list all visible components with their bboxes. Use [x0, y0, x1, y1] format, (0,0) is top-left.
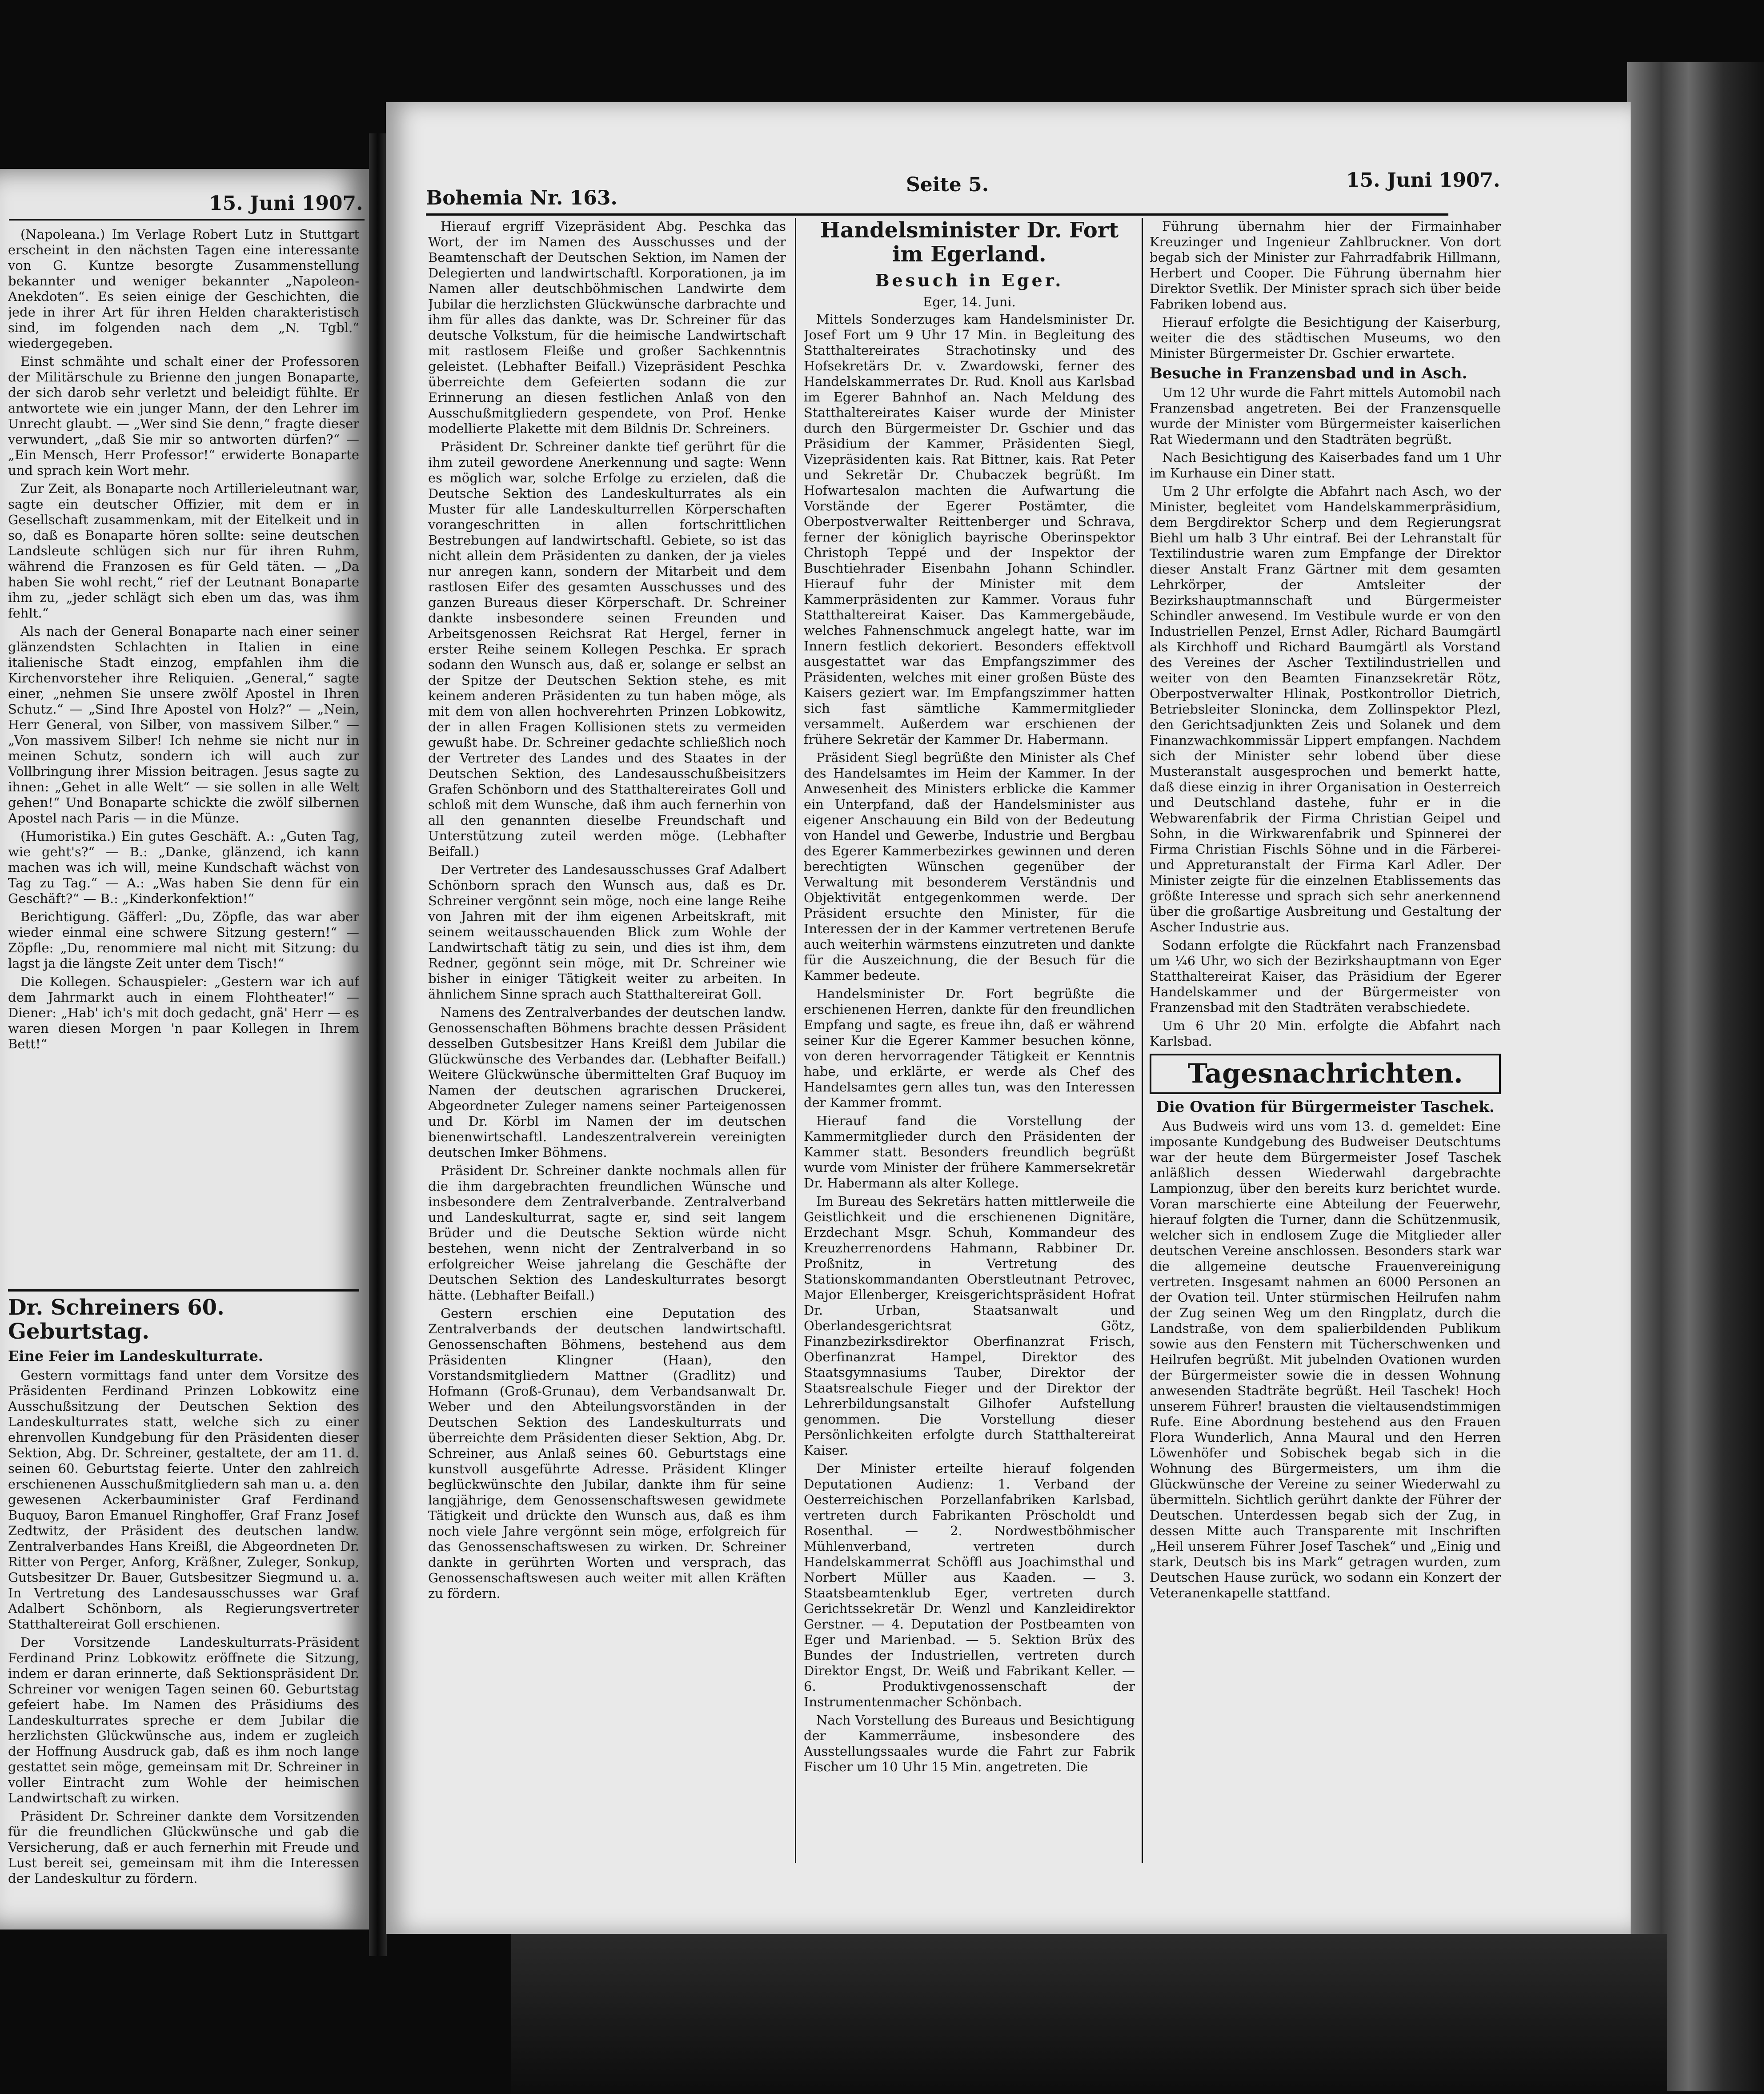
paragraph: Nach Vorstellung des Bureaus und Besichtigung der Kammerräume, insbesondere des Ausstellungssaales wurde die Fahrt zur Fabrik Fischer um 10 Uhr 15 Min. angetreten. Die [804, 1713, 1135, 1775]
paragraph: Der Vorsitzende Landeskulturrats-Präsident Ferdinand Prinz Lobkowitz eröffnete die Sitzung, indem er daran erinnerte, daß Sektionspräsident Dr. Schreiner vor wenigen Tagen seinen 60. Geburtstag gefeiert habe. Im Namen des Präsidiums des Landeskulturrates spreche er dem Jubilar die herzlichsten Glückwünsche aus, indem er zugleich der Hoffnung Ausdruck gab, daß es ihm noch lange gestattet sein möge, gemeinsam mit Dr. Schreiner in voller Eintracht zum Wohle der heimischen Landwirtschaft zu wirken. [8, 1634, 359, 1805]
paragraph: Sodann erfolgte die Rückfahrt nach Franzensbad um ¼6 Uhr, wo sich der Bezirkshauptmann von Eger Statthaltereirat Kaiser, das Präsidium der Egerer Handelskammer und der Bürgermeister von Franzensbad mit den Stadträten verabschiedete. [1150, 938, 1501, 1015]
paragraph: Präsident Dr. Schreiner dankte dem Vorsitzenden für die freundlichen Glückwünsche und gab die Versicherung, daß er auch fernerhin mit Freude und Lust bereit sei, gemeinsam mit ihm die Interessen der Landeskultur zu fördern. [8, 1808, 359, 1886]
masthead-issue: Bohemia Nr. 163. [426, 187, 617, 209]
paragraph: Der Vertreter des Landesausschusses Graf Adalbert Schönborn sprach den Wunsch aus, daß es Dr. Schreiner vergönnt sein möge, noch eine lange Reihe von Jahren mit der ihm eigenen Arbeitskraft, mit seinem weitausschauenden Blick zum Wohle der Landwirtschaft tätig zu sein, und dies ist ihm, dem Redner, gegönnt sein möge, mit Dr. Schreiner wie bisher in einiger Tätigkeit weiter zu arbeiten. In ähnlichem Sinne sprach auch Statthaltereirat Goll. [428, 862, 786, 1002]
article-body [804, 312, 1135, 1775]
article-body [1150, 219, 1501, 361]
paragraph: Hierauf erfolgte die Besichtigung der Kaiserburg, weiter die des städtischen Museums, wo den Minister Bürgermeister Dr. Gschier erwartete. [1150, 315, 1501, 361]
paragraph: (Napoleana.) Im Verlage Robert Lutz in Stuttgart erscheint in den nächsten Tagen eine interessante von G. Kuntze besorgte Zusammenstellung bekannter und weniger bekannter „Napoleon-Anekdoten“. Es seien einige der Geschichten, die jede in ihrer Art für ihren Helden charakteristisch sind, im folgenden nach dem „N. Tgbl.“ wiedergegeben. [8, 227, 359, 351]
paragraph: Im Bureau des Sekretärs hatten mittlerweile die Geistlichkeit und die erschienenen Dignitäre, Erzdechant Msgr. Schuh, Kommandeur des Kreuzherrenordens Hahmann, Rabbiner Dr. Proßnitz, in Vertretung des Stationskommandanten Oberstleutnant Petrovec, Major Ellenberger, Kreisgerichtspräsident Hofrat Dr. Urban, Staatsanwalt und Oberlandesgerichtsrat Götz, Finanzbezirksdirektor Oberfinanzrat Frisch, Oberfinanzrat Hampel, Direktor des Staatsgymnasiums Tauber, Direktor der Staatsrealschule Fieger und der Direktor der Lehrerbildungsanstalt Gilhofer Aufstellung genommen. Die Vorstellung dieser Persönlichkeiten erfolgte durch Statthaltereirat Kaiser. [804, 1194, 1135, 1458]
paragraph: Führung übernahm hier der Firmainhaber Kreuzinger und Ingenieur Zahlbruckner. Von dort begab sich der Minister zur Fahrradfabrik Hillmann, Herbert und Cooper. Die Führung übernahm hier Direktor Svetlik. Der Minister sprach sich über beide Fabriken lobend aus. [1150, 219, 1501, 312]
section-rule [8, 1289, 359, 1292]
paragraph: Um 2 Uhr erfolgte die Abfahrt nach Asch, wo der Minister, begleitet vom Handelskammerpräsidium, dem Bergdirektor Scherp und dem Regierungsrat Biehl um halb 3 Uhr eintraf. Bei der Lehranstalt für Textilindustrie waren zum Empfange der Direktor dieser Anstalt Franz Gärtner mit dem gesamten Lehrkörper, der Amtsleiter der Bezirkshauptmannschaft und Bürgermeister Schindler anwesend. Im Vestibule wurde er von den Industriellen Penzel, Ernst Adler, Richard Baumgärtl als Kirchhoff und Richard Baumgärtl als Vorstand des Vereines der Ascher Textilindustriellen und weiter von den Beamten Finanzsekretär Rötz, Oberpostverwalter Hlinak, Postkontrollor Dietrich, Betriebsleiter Slonincka, dem Zollinspektor Plezl, den Gerichtsadjunkten Zeis und Solanek und dem Finanzwachkommissär Lippert empfangen. Nachdem sich der Minister sehr lobend über diese Musteranstalt ausgesprochen und bemerkt hatte, daß diese einzig in ihrer Organisation in Oesterreich und Deutschland dastehe, fuhr er in die Webwarenfabrik der Firma Christian Geipel und Sohn, in die Wirkwarenfabrik und Spinnerei der Firma Christian Fischls Söhne und in die Färberei- und Appreturanstalt der Firma Karl Adler. Der Minister zeigte für die einzelnen Etablissements das größte Interesse und sprach sich sehr anerkennend über die großartige Ausbreitung und Gestaltung der Ascher Industrie aus. [1150, 484, 1501, 935]
headline-ovation-taschek: Die Ovation für Bürgermeister Taschek. [1156, 1098, 1495, 1116]
article-body [1150, 385, 1501, 1049]
paragraph: Hierauf fand die Vorstellung der Kammermitglieder durch den Präsidenten der Kammer statt. Besonders freundlich begrüßt wurde vom Minister der frühere Kammersekretär Dr. Habermann als alter Kollege. [804, 1113, 1135, 1191]
headline-handelsminister: Handelsminister Dr. Fort [820, 219, 1119, 243]
left-page-date: 15. Juni 1907. [209, 192, 363, 215]
headline-franzensbad-asch: Besuche in Franzensbad und in Asch. [1150, 365, 1467, 382]
paragraph: Präsident Siegl begrüßte den Minister als Chef des Handelsamtes im Heim der Kammer. In der Anwesenheit des Ministers erblicke die Kammer ein Unterpfand, daß der Handelsminister aus eigener Anschauung ein Bild von der Bedeutung von Handel und Gewerbe, Industrie und Bergbau des Egerer Kammerbezirkes gewinnen und deren berechtigten Wünschen gegenüber der Verwaltung mit besonderem Verständnis und Objektivität entgegenkommen werde. Der Präsident ersuchte den Minister, für die Interessen der in der Kammer vertretenen Berufe auch weiterhin wärmstens einzutreten und dankte für die Auszeichnung, die der Besuch für die Kammer bedeute. [804, 750, 1135, 983]
left-column-anecdotes [8, 227, 359, 1289]
headline-tagesnachrichten: Tagesnachrichten. [1187, 1058, 1463, 1089]
column-visits-news [1150, 219, 1501, 1908]
paragraph: Mittels Sonderzuges kam Handelsminister Dr. Josef Fort um 9 Uhr 17 Min. in Begleitung des Statthaltereirates Strachotinsky und des Hofsekretärs Dr. v. Zwardowski, ferner des Handelskammerrates Dr. Rud. Knoll aus Karlsbad im Egerer Bahnhof an. Nach Meldung des Statthaltereirates Kaiser wurde der Minister durch den Bürgermeister Dr. Gschier und das Präsidium der Kammer, Präsidenten Siegl, Vizepräsidenten kais. Rat Bittner, kais. Rat Peter und Sekretär Dr. Chubaczek begrüßt. Im Hofwartesalon machten die Aufwartung die Vorstände der Egerer Postämter, die Oberpostverwalter Reittenberger und Schrava, ferner der königlich bayrische Oberinspektor Christoph Teppé und der Inspektor der Buschtiehrader Eisenbahn Johann Schindler. Hierauf fuhr der Minister mit dem Kammerpräsidenten zur Kammer. Voraus fuhr Statthaltereirat Kaiser. Das Kammergebäude, welches Fahnenschmuck angelegt hatte, war im Innern festlich dekoriert. Besonders effektvoll ausgestattet war das Empfangszimmer des Präsidenten, welches mit einer großen Büste des Kaisers geziert war. Im Empfangszimmer hatten sich fast sämtliche Kammermitglieder versammelt. Außerdem war erschienen der frühere Sekretär der Kammer Dr. Habermann. [804, 312, 1135, 747]
paragraph: Gestern erschien eine Deputation des Zentralverbands der deutschen landwirtschaftl. Genossenschaften Böhmens, bestehend aus dem Präsidenten Klingner (Haan), den Vorstandsmitgliedern Mattner (Gradlitz) und Hofmann (Groß-Grunau), dem Verbandsanwalt Dr. Weber und den Abteilungsvorständen in der Deutschen Sektion des Landeskulturrats und überreichte dem Präsidenten dieser Sektion, Abg. Dr. Schreiner, aus Anlaß seines 60. Geburtstags eine kunstvoll ausgeführte Adresse. Präsident Klinger beglückwünschte den Jubilar, dankte ihm für seine langjährige, dem Genossenschaftswesen gewidmete Tätigkeit und drückte den Wunsch aus, daß es ihm noch viele Jahre vergönnt sein möge, erfolgreich für das Genossenschaftswesen zu wirken. Dr. Schreiner dankte in gerührten Worten und versprach, das Genossenschaftswesen auch weiter mit allen Kräften zu fördern. [428, 1306, 786, 1601]
left-column-schreiner [8, 1289, 359, 1925]
paragraph: Hierauf ergriff Vizepräsident Abg. Peschka das Wort, der im Namen des Ausschusses und der Beamtenschaft der Deutschen Sektion, im Namen der Delegierten und landwirtschaftl. Korporationen, ja im Namen aller deutschböhmischen Landwirte dem Jubilar die herzlichsten Glückwünsche darbrachte und ihm für alles das dankte, was Dr. Schreiner für das deutsche Volkstum, für die heimische Landwirtschaft mit rastlosem Fleiße und großer Sachkenntnis geleistet. (Lebhafter Beifall.) Vizepräsident Peschka überreichte dem Gefeierten sodann die zur Erinnerung an diesen festlichen Anlaß von den Ausschußmitgliedern gespendete, von Prof. Henke modellierte Plakette mit dem Bildnis Dr. Schreiners. [428, 219, 786, 436]
article-body [8, 1368, 359, 1886]
right-page [386, 102, 1631, 1934]
paragraph: Zur Zeit, als Bonaparte noch Artillerieleutnant war, sagte ein deutscher Offizier, mit dem er in Gesellschaft zusammenkam, mit der Eitelkeit und in so, daß es Bonaparte hören sollte: seine deutschen Landsleute schlügen sich nur für ihren Ruhm, während die Franzosen es für Geld täten. — „Da haben Sie wohl recht,“ rief der Leutnant Bonaparte ihm zu, „jeder schlägt sich eben um das, was ihm fehlt.“ [8, 481, 359, 621]
book-spine [1627, 62, 1764, 2091]
header-rule [426, 213, 1448, 216]
paragraph: Um 6 Uhr 20 Min. erfolgte die Abfahrt nach Karlsbad. [1150, 1018, 1501, 1049]
paragraph: Gestern vormittags fand unter dem Vorsitze des Präsidenten Ferdinand Prinzen Lobkowitz eine Ausschußsitzung der Deutschen Sektion des Landeskulturrates statt, welche sich zu einer ehrenvollen Kundgebung für den Präsidenten dieser Sektion, Abg. Dr. Schreiner, gestaltete, der am 11. d. seinen 60. Geburtstag feierte. Unter den zahlreich erschienenen Ausschußmitgliedern sah man u. a. den gewesenen Ackerbauminister Graf Ferdinand Buquoy, Baron Emanuel Ringhoffer, Graf Franz Josef Zedtwitz, der Präsident des deutschen landw. Zentralverbandes Hans Kreißl, die Abgeordneten Dr. Ritter von Perger, Anforg, Kräßner, Zuleger, Sonkup, Gutsbesitzer Dr. Bauer, Gutsbesitzer Siegmund u. a. In Vertretung des Landesausschusses war Graf Adalbert Schönborn, als Regierungsvertreter Statthaltereirat Goll erschienen. [8, 1367, 359, 1632]
page-gutter [369, 133, 387, 1956]
paragraph: Nach Besichtigung des Kaiserbades fand um 1 Uhr im Kurhause ein Diner statt. [1150, 450, 1501, 481]
page-date: 15. Juni 1907. [1346, 169, 1500, 192]
left-page [0, 169, 369, 1930]
column-schreiner-continued [428, 219, 786, 1864]
column-rule [795, 218, 796, 1863]
page-number: Seite 5. [906, 173, 989, 196]
header-rule [9, 219, 365, 221]
column-rule [1142, 218, 1143, 1863]
headline-egerland: im Egerland. [892, 241, 1046, 267]
paragraph: Einst schmähte und schalt einer der Professoren der Militärschule zu Brienne den jungen Bonaparte, der sich darob sehr verletzt und beleidigt fühlte. Er antwortete wie ein junger Mann, der den Lehrer im Unrecht glaubt. — „Wer sind Sie denn,“ fragte dieser verwundert, „daß Sie mir so antworten dürfen?“ — „Ein Mensch, Herr Professor!“ erwiderte Bonaparte und sprach kein Wort mehr. [8, 354, 359, 478]
column-handelsminister [804, 219, 1135, 1864]
dateline: Eger, 14. Juni. [923, 294, 1016, 310]
paragraph: Die Kollegen. Schauspieler: „Gestern war ich auf dem Jahrmarkt auch in einem Flohtheater!“ — Diener: „Hab' ich's mit doch gedacht, gnä' Herr — es waren diesen Morgen 'n paar Kollegen in Ihrem Bett!“ [8, 974, 359, 1051]
paragraph: Namens des Zentralverbandes der deutschen landw. Genossenschaften Böhmens brachte dessen Präsident desselben Gutsbesitzer Hans Kreißl dem Jubilar die Glückwünsche des Verbandes dar. (Lebhafter Beifall.) Weitere Glückwünsche übermittelten Graf Buquoy im Namen der deutschen agrarischen Druckerei, Abgeordneter Zuleger namens seiner Parteigenossen und Dr. Körbl im Namen der im deutschen bienenwirtschaftl. Landeszentralverein vereinigten deutschen Imker Böhmens. [428, 1005, 786, 1160]
paragraph: Als nach der General Bonaparte nach einer seiner glänzendsten Schlachten in Italien in eine italienische Stadt einzog, empfahlen ihm die Kirchenvorsteher ihre Reliquien. „General,“ sagte einer, „nehmen Sie unsere zwölf Apostel in Ihren Schutz.“ — „Sind Ihre Apostel von Holz?“ — „Nein, Herr General, von Silber, von massivem Silber.“ — „Von massivem Silber! Ich nehme sie nicht nur in meinen Schutz, sondern ich will auch zur Vollbringung ihrer Mission beitragen. Jesus sagte zu ihnen: „Gehet in alle Welt“ — sie sollen in alle Welt gehen!“ Und Bonaparte schickte die zwölf silbernen Apostel nach Paris — in die Münze. [8, 624, 359, 826]
paragraph: Der Minister erteilte hierauf folgenden Deputationen Audienz: 1. Verband der Oesterreichischen Porzellanfabriken Karlsbad, vertreten durch Fabrikanten Pröscholdt und Rosenthal. — 2. Nordwestböhmischer Mühlenverband, vertreten durch Handelskammerrat Schöffl aus Joachimsthal und Norbert Müller aus Kaaden. — 3. Staatsbeamtenklub Eger, vertreten durch Gerichtssekretär Dr. Wenzl und Kanzleidirektor Gerstner. — 4. Deputation der Postbeamten von Eger und Marienbad. — 5. Sektion Brüx des Bundes der Industriellen, vertreten durch Direktor Engst, Dr. Weiß und Fabrikant Keller. — 6. Produktivgenossenschaft der Instrumentenmacher Schönbach. [804, 1461, 1135, 1710]
paragraph: (Humoristika.) Ein gutes Geschäft. A.: „Guten Tag, wie geht's?“ — B.: „Danke, glänzend, ich kann machen was ich will, meine Kundschaft wächst von Tag zu Tag.“ — A.: „Was haben Sie denn für ein Geschäft?“ — B.: „Kinderkonfektion!“ [8, 829, 359, 906]
paragraph: Handelsminister Dr. Fort begrüßte die erschienenen Herren, dankte für den freundlichen Empfang und sagte, es freue ihn, daß er während seiner Kur die Egerer Kammer besuchen könne, von deren hervorragender Tätigkeit er Kenntnis habe, und erklärte, er werde als Chef des Handelsamtes gern alles tun, was den Interessen der Kammer frommt. [804, 986, 1135, 1111]
paragraph: Präsident Dr. Schreiner dankte tief gerührt für die ihm zuteil gewordene Anerkennung und sagte: Wenn es möglich war, solche Erfolge zu erzielen, daß die Deutsche Sektion des Landeskulturrates als ein Muster für alle Landeskulturrellen Körperschaften vorangeschritten in allen fortschrittlichen Bestrebungen auf landwirtschaftl. Gebiete, so ist das nicht allein dem Präsidenten zu danken, der ja vieles nur anregen kann, sondern der Mitarbeit und dem rastlosen Eifer des gesamten Ausschusses und des ganzen Bureaus dieser Körperschaft. Dr. Schreiner dankte insbesondere seinen Freunden und Arbeitsgenossen Reichsrat Rat Hergel, ferner in erster Reihe seinem Kollegen Peschka. Er sprach sodann den Wunsch aus, daß er, solange er selbst an der Spitze der Deutschen Sektion stehe, es mit keinem anderen Präsidenten zu tun haben möge, als mit dem von allen hochverehrten Prinzen Lobkowitz, der in allen Fragen Kollisionen stets zu vermeiden gewußt habe. Dr. Schreiner gedachte schließlich noch der Vertreter des Landes und des Staates in der Deutschen Sektion, des Landesausschußbeisitzers Grafen Schönborn und des Statthaltereirates Goll und schloß mit dem Wunsche, daß ihm auch fernerhin von all den genannten dieselbe Freundschaft und Unterstützung zuteil werden möge. (Lebhafter Beifall.) [428, 439, 786, 859]
paragraph: Berichtigung. Gäfferl: „Du, Zöpfle, das war aber wieder einmal eine schwere Sitzung gestern!“ — Zöpfle: „Du, renommiere mal nicht mit Sitzung: du lagst ja die längste Zeit unter dem Tisch!“ [8, 909, 359, 971]
paragraph: Um 12 Uhr wurde die Fahrt mittels Automobil nach Franzensbad angetreten. Bei der Franzensquelle wurde der Minister vom Bürgermeister kaiserlichen Rat Wiedermann und den Stadträten begrüßt. [1150, 385, 1501, 447]
book-edge [511, 1934, 1667, 2094]
article-body [1150, 1119, 1501, 1601]
subheadline-eger: Besuch in Eger. [875, 270, 1064, 290]
paragraph: Präsident Dr. Schreiner dankte nochmals allen für die ihm dargebrachten freundlichen Wünsche und insbesondere dem Zentralverbande. Zentralverband und Landeskulturrat, sagte er, sind seit langem Brüder und die Deutsche Sektion würde nicht bestehen, wenn nicht der Zentralverband in so erfolgreicher Weise jahrelang die Geschäfte der Deutschen Sektion des Landeskulturrates besorgt hätte. (Lebhafter Beifall.) [428, 1163, 786, 1303]
headline-schreiner: Dr. Schreiners 60. Geburtstag. [8, 1295, 225, 1344]
subheadline-schreiner: Eine Feier im Landeskulturrate. [8, 1347, 263, 1364]
paragraph: Aus Budweis wird uns vom 13. d. gemeldet: Eine imposante Kundgebung des Budweiser Deutschtums war der heute dem Bürgermeister Josef Taschek anläßlich dessen Wiederwahl dargebrachte Lampionzug, über den bereits kurz berichtet wurde. Voran marschierte eine Abteilung der Feuerwehr, hierauf folgten die Turner, dann die Schützenmusik, welcher sich in endlosem Zuge die Mitglieder aller deutschen Vereine anschlossen. Besonders stark war die allgemeine deutsche Frauenvereinigung vertreten. Insgesamt nahmen an 6000 Personen an der Ovation teil. Unter stürmischen Heilrufen nahm der Zug seinen Weg um den Ringplatz, durch die Landstraße, von dem spalierbildenden Publikum sowie aus den Fenstern mit Tücherschwenken und Heilrufen begrüßt. Mit jubelnden Ovationen wurden der Bürgermeister sowie die in dessen Wohnung anwesenden Stadträte begrüßt. Heil Taschek! Hoch unserem Führer! brausten die vieltausendstimmigen Rufe. Eine Abordnung bestehend aus den Frauen Flora Wunderlich, Anna Maural und den Herren Löwenhöfer und Sobischek begab sich in die Wohnung des Bürgermeisters, um ihm die Glückwünsche der Vereine zu seiner Wiederwahl zu übermitteln. Sichtlich gerührt dankte der Führer der Deutschen. Unterdessen begab sich der Zug, in dessen Mitte auch Transparente mit Inschriften „Heil unserem Führer Josef Taschek“ und „Einig und stark, Deutsch bis ins Mark“ getragen wurden, zum Deutschen Hause zurück, wo sodann ein Konzert der Veteranenkapelle stattfand. [1150, 1119, 1501, 1601]
